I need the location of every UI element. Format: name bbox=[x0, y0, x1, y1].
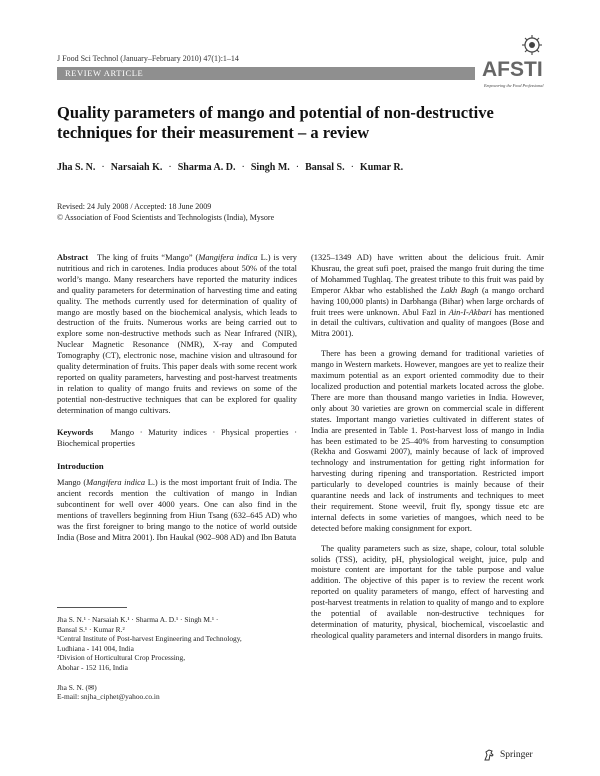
footnote-divider bbox=[57, 607, 127, 608]
publisher-logo bbox=[482, 748, 533, 762]
author-footnote: Jha S. N.¹ · Narsaiah K.¹ · Sharma A. D.¹ · Singh M.¹ · Bansal S.¹ · Kumar R.² ¹Central Institute of Post-harvest Engineering and Technology, Ludhiana - 141 004, India ²Division of Horticultural Crop Processing, Abohar - 152 116, India Jha S. N. (✉) E-mail: snjha_ciphet@yahoo.co.in bbox=[57, 615, 297, 702]
revision-dates: Revised: 24 July 2008 / Accepted: 18 June 2009 bbox=[57, 202, 212, 211]
author-name: Bansal S. bbox=[305, 162, 345, 173]
afsti-logo-icon bbox=[478, 34, 548, 92]
body-paragraph: There has been a growing demand for traditional varieties of mango in Western markets. However, mangoes are yet to realize their maximum potential as an export oriented commodity due to their localized production and potential markets located across the globe. There are more than thousand mango varieties in India. However, only about 30 varieties are grown on commercial scale in different states. Important mango varieties cultivated in different states of India are presented in Table 1. Post-harvest loss of mango in India has been estimated to be 25–40% from harvesting to consumption (Rekha and Goswami 2007), mainly because of lack of improved technology and instrumentation for getting right information for harvesting during ripening and transportation. Restricted import particularly to developed countries is mainly because of their quarantine needs and lack of instruments and techniques to meet their requirement. Stone weevil, fruit fly, spongy tissue etc are internal defects in some varieties of mangoes, which need to be detected before making consignment for export. bbox=[311, 349, 544, 533]
publisher-name: Springer bbox=[500, 750, 533, 760]
section-banner: REVIEW ARTICLE bbox=[57, 67, 475, 80]
svg-text:AFSTI: AFSTI bbox=[482, 58, 543, 81]
body-paragraph: The quality parameters such as size, shape, colour, total soluble solids (TSS), acidity, pH, physiological weight, juice, pulp and moisture content are important for the table purpose and value addition. The objective of this paper is to review the recent work reported on quality parameters of mango, effect of harvesting and post-harvest treatments in relation to quality of mango and to explore the potential of available non-destructive techniques for determination of maturity, physical, biochemical, viscoelastic and rheological quality parameters and internal disorders in mango fruits. bbox=[311, 543, 544, 640]
author-name: Kumar R. bbox=[359, 162, 404, 173]
author-name: Jha S. N. bbox=[57, 162, 96, 173]
afsti-logo bbox=[478, 34, 548, 92]
abstract-label: Abstract bbox=[57, 253, 89, 262]
author-name: Narsaiah K. bbox=[110, 162, 163, 173]
keywords: Keywords Mango · Maturity indices · Physical properties · Biochemical properties bbox=[57, 427, 297, 448]
article-history bbox=[57, 201, 274, 223]
left-column bbox=[57, 253, 297, 544]
author-list: Jha S. N. · Narsaiah K. · Sharma A. D. · Singh M. · Bansal S. · Kumar R. bbox=[57, 162, 404, 173]
section-heading-introduction: Introduction bbox=[57, 461, 104, 472]
corresponding-email: E-mail: snjha_ciphet@yahoo.co.in bbox=[57, 692, 160, 702]
svg-text:Empowering the Food Profession: Empowering the Food Professional bbox=[484, 83, 544, 88]
copyright-line: © Association of Food Scientists and Technologists (India), Mysore bbox=[57, 213, 275, 222]
envelope-icon: ✉ bbox=[88, 682, 95, 692]
introduction-paragraph: Mango (Mangifera indica L.) is the most important fruit of India. The ancient records mention the cultivation of mango in Indian subcontinent for well over 4000 years. One can also find in the mentions of travellers beginning from Hiun Tsang (632–645 AD) who was the first foreigner to bring mango to the notice of world outside India (Bose and Mitra 2001). Ibn Haukal (902–908 AD) and Ibn Batuta bbox=[57, 478, 298, 542]
journal-citation: J Food Sci Technol (January–February 2010) 47(1):1–14 bbox=[57, 54, 239, 63]
author-name: Singh M. bbox=[250, 162, 290, 173]
author-name: Sharma A. D. bbox=[177, 162, 236, 173]
springer-horse-icon bbox=[482, 748, 496, 762]
abstract-paragraph: Abstract The king of fruits “Mango” (Mangifera indica L.) is very nutritious and rich in carotenes. India produces about 50% of the total world’s mango. Many researchers have reported the maturity indices and quality parameters for determination of harvesting time and eating quality. The methods currently used for determination of quality of mango are mostly based on the biochemical analysis, which leads to destruction of the fruits. Numerous works are being carried out to explore some non-destructive methods such as Near Infrared (NIR), Nuclear Magnetic Resonance (NMR), X-ray and Computed Tomography (CT), electronic nose, machine vision and ultrasound for quality determination of fruits. This paper deals with some recent work reported on quality parameters, harvesting and post-harvest treatments in relation to quality of mango fruits and reviews on some of the potential non-destructive techniques that can be explored for quality determination of mango cultivars. bbox=[57, 253, 297, 415]
corresponding-author: Jha S. N. bbox=[57, 682, 84, 692]
body-paragraph: (1325–1349 AD) have written about the delicious fruit. Amir Khusrau, the great sufi poet, praised the mango fruit during the time of Mohammed Tughlaq. The greatest tribute to this fruit was paid by Emperor Akbar who established the Lakh Bagh (a mango orchard having 100,000 plants) in Darbhanga (Bihar) when large orchards of fruit trees were unknown. Abul Fazl in Ain-I-Akbari has mentioned in detail the cultivars, cultivation and quality of mangoes (Bose and Mitra 2001). bbox=[311, 253, 544, 339]
article-title: Quality parameters of mango and potential of non-destructive techniques for their measurement – a review bbox=[57, 103, 494, 142]
right-column bbox=[311, 253, 544, 642]
